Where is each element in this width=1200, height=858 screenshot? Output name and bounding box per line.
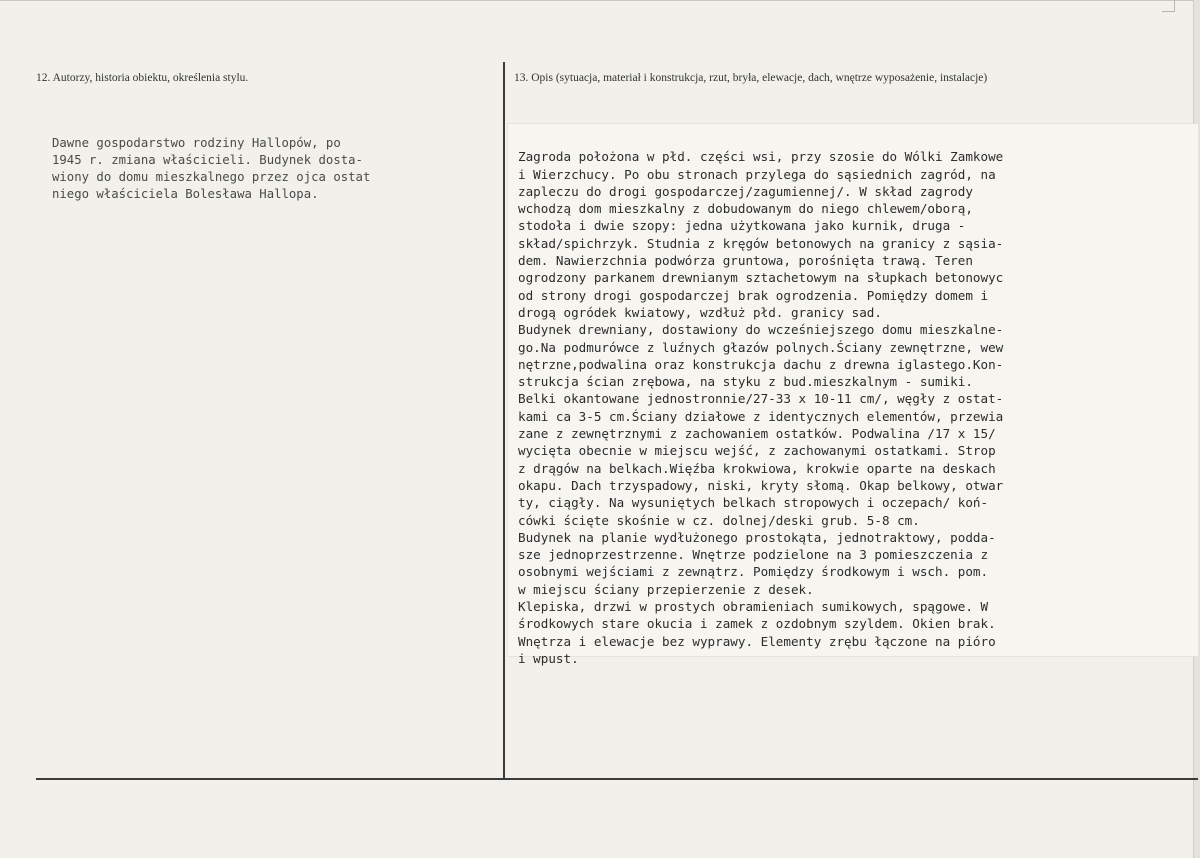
column-divider [503,62,505,780]
section-12-line: niego właściciela Bolesława Hallopa. [52,187,319,201]
section-12-line: wiony do domu mieszkalnego przez ojca ostat [52,170,371,184]
section-13-line: cówki ścięte skośnie w cz. dolnej/deski grub. 5-8 cm. [518,512,920,528]
section-13-line: kami ca 3-5 cm.Ściany działowe z identycznych elementów, przewia [518,408,1004,424]
corner-tab [1162,0,1175,12]
section-12-line: Dawne gospodarstwo rodziny Hallopów, po [52,136,341,150]
section-13-line: Budynek na planie wydłużonego prostokąta, jednotraktowy, podda- [518,529,996,545]
section-13-line: Budynek drewniany, dostawiony do wcześniejszego domu mieszkalne- [518,322,1004,338]
section-13-line: środkowych stare okucia i zamek z ozdobnym szyldem. Okien brak. [518,616,996,632]
bottom-rule [36,778,1198,780]
section-13-text [518,131,1003,667]
section-13-line: w miejscu ściany przepierzenie z desek. [518,581,814,597]
section-13-line: i wpust. [518,650,579,666]
section-13-line: Belki okantowane jednostronnie/27-33 x 10-11 cm/, węgły z ostat- [518,391,1004,407]
section-13-line: zapleczu do drogi gospodarczej/zagumiennej/. W skład zagrody [518,183,973,199]
section-13-line: drogą ogródek kwiatowy, wzdłuż płd. granicy sad. [518,304,882,320]
section-13-heading: 13. Opis (sytuacja, materiał i konstrukcja, rzut, bryła, elewacje, dach, wnętrze wyposażenie, instalacje) [514,72,988,84]
section-13-line: ty, ciągły. Na wysuniętych belkach stropowych i oczepach/ koń- [518,495,989,511]
section-13-line: od strony drogi gospodarczej brak ogrodzenia. Pomiędzy domem i [518,287,989,303]
section-13-line: wchodzą dom mieszkalny z dobudowanym do niego chlewem/oborą, [518,201,973,217]
top-edge-line [0,0,1200,1]
section-13-line: z drągów na belkach.Więźba krokwiowa, krokwie oparte na deskach [518,460,996,476]
section-13-line: osobnymi wejściami z zewnątrz. Pomiędzy środkowym i wsch. pom. [518,564,989,580]
section-13-line: go.Na podmurówce z luźnych głazów polnych.Ściany zewnętrzne, wew [518,339,1004,355]
section-13-line: ogrodzony parkanem drewnianym sztachetowym na słupkach betonowyc [518,270,1004,286]
section-13-line: zane z zewnętrznymi z zachowaniem ostatków. Podwalina /17 x 15/ [518,426,996,442]
section-12-line: 1945 r. zmiana właścicieli. Budynek dosta- [52,153,363,167]
section-13-line: nętrzne,podwalina oraz konstrukcja dachu z drewna iglastego.Kon- [518,356,1004,372]
section-13-line: strukcja ścian zrębowa, na styku z bud.mieszkalnym - sumiki. [518,374,973,390]
section-13-line: Zagroda położona w płd. części wsi, przy szosie do Wólki Zamkowe [518,149,1004,165]
section-13-line: stodoła i dwie szopy: jedna użytkowana jako kurnik, druga - [518,218,966,234]
section-13-line: wycięta obecnie w miejscu wejść, z zachowanymi ostatkami. Strop [518,443,996,459]
section-13-line: dem. Nawierzchnia podwórza gruntowa, porośnięta trawą. Teren [518,253,973,269]
section-12-heading: 12. Autorzy, historia obiektu, określenia stylu. [36,72,249,84]
section-13-line: okapu. Dach trzyspadowy, niski, kryty słomą. Okap belkowy, otwar [518,477,1004,493]
section-13-line: i Wierzchucy. Po obu stronach przylega do sąsiednich zagród, na [518,166,996,182]
section-13-line: Wnętrza i elewacje bez wyprawy. Elementy zrębu łączone na pióro [518,633,996,649]
section-13-line: sze jednoprzestrzenne. Wnętrze podzielone na 3 pomieszczenia z [518,547,989,563]
section-12-text [52,118,370,203]
section-13-line: skład/spichrzyk. Studnia z kręgów betonowych na granicy z sąsia- [518,235,1004,251]
section-13-line: Klepiska, drzwi w prostych obramieniach sumikowych, spągowe. W [518,599,989,615]
